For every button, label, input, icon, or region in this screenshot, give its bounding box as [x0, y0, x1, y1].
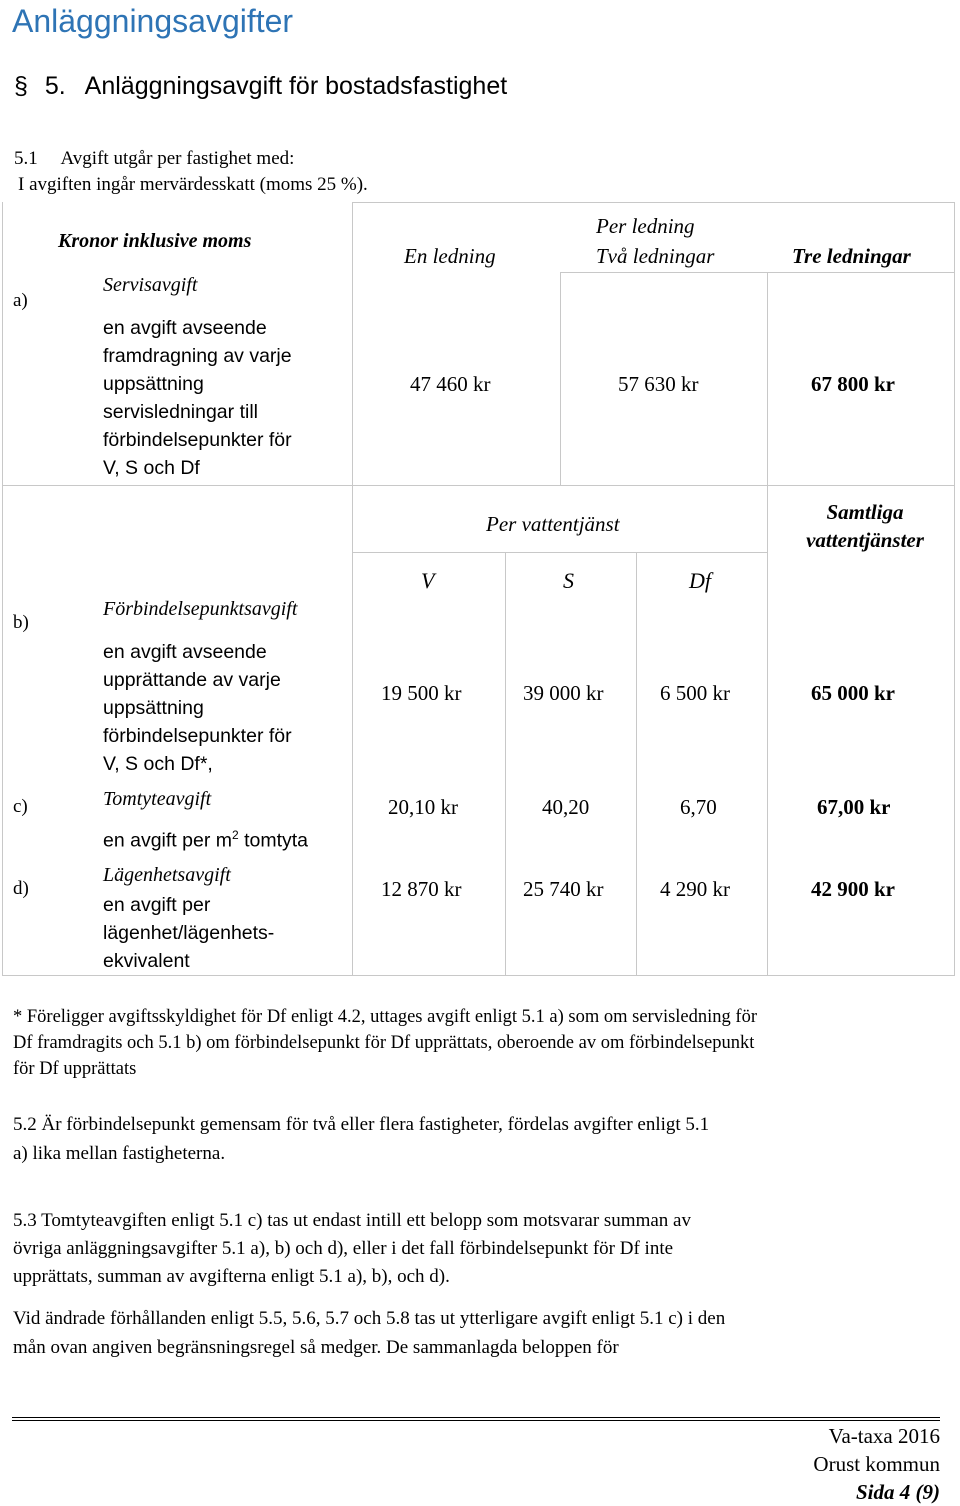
row-c-desc-pre: en avgift per m	[103, 829, 232, 852]
row-c-desc-post: tomtyta	[238, 829, 309, 852]
row-a-value-tre: 67 800 kr	[811, 372, 895, 396]
row-b-desc-line: upprättande av varje	[103, 669, 281, 691]
row-b-value-s: 39 000 kr	[523, 681, 604, 705]
header-kronor: Kronor inklusive moms	[58, 230, 252, 252]
table-col-divider-1	[560, 272, 561, 485]
row-c-value-s: 40,20	[542, 795, 590, 819]
table-divider-main	[352, 202, 353, 976]
row-b-desc-line: V, S och Df*,	[103, 753, 213, 775]
row-a-description	[103, 314, 292, 482]
header-per-ledning: Per ledning	[596, 214, 695, 238]
row-d-desc-line: en avgift per	[103, 894, 211, 916]
paragraph-line: Vid ändrade förhållanden enligt 5.5, 5.6, 5.7 och 5.8 tas ut ytterligare avgift enligt 5.1 c) i den	[13, 1308, 726, 1329]
paragraph-line: upprättats, summan av avgifterna enligt 5.1 a), b), och d).	[13, 1266, 450, 1287]
row-a-value-tva: 57 630 kr	[618, 372, 699, 396]
header-tre-ledningar: Tre ledningar	[792, 244, 911, 268]
paragraph-line: mån ovan angiven begränsningsregel så medger. De sammanlagda beloppen för	[13, 1337, 619, 1358]
footer-rule-2	[12, 1420, 940, 1421]
intro-text-1: Avgift utgår per fastighet med:	[60, 148, 295, 169]
table-border-right	[954, 202, 955, 976]
row-c-value-samtliga: 67,00 kr	[817, 795, 891, 819]
row-b-desc-line: uppsättning	[103, 697, 204, 719]
row-c-letter: c)	[13, 796, 28, 817]
row-b-value-samtliga: 65 000 kr	[811, 681, 895, 705]
row-b-desc-line: en avgift avseende	[103, 641, 267, 663]
footnote-line: för Df upprättats	[13, 1059, 137, 1079]
row-d-value-samtliga: 42 900 kr	[811, 877, 895, 901]
paragraph-line: a) lika mellan fastigheterna.	[13, 1143, 226, 1164]
footer-org: Orust kommun	[813, 1452, 940, 1476]
row-d-value-df: 4 290 kr	[660, 877, 730, 901]
row-b-description	[103, 638, 292, 778]
paragraph-vid	[13, 1304, 725, 1362]
intro-line-1	[14, 146, 294, 172]
table-border-bottom	[2, 975, 955, 976]
row-d-description	[103, 891, 274, 975]
table-border-top	[352, 202, 955, 203]
table-col-divider-2	[767, 272, 768, 975]
paragraph-5-2	[13, 1110, 709, 1168]
header-per-vattentjanst: Per vattentjänst	[486, 512, 620, 536]
row-d-value-s: 25 740 kr	[523, 877, 604, 901]
row-a-desc-line: en avgift avseende	[103, 317, 267, 339]
footnote	[13, 1004, 757, 1082]
section-title: Anläggningsavgift för bostadsfastighet	[84, 72, 508, 100]
row-c-value-df: 6,70	[680, 795, 717, 819]
row-b-letter: b)	[13, 612, 29, 633]
row-a-desc-line: uppsättning	[103, 373, 204, 395]
paragraph-line: 5.3 Tomtyteavgiften enligt 5.1 c) tas ut endast intill ett belopp som motsvarar summan av	[13, 1210, 691, 1231]
row-a-desc-line: framdragning av varje	[103, 345, 292, 367]
row-a-desc-line: förbindelsepunkter för	[103, 429, 292, 451]
row-a-desc-line: V, S och Df	[103, 457, 200, 479]
footer-page: Sida 4 (9)	[856, 1480, 940, 1504]
row-b-value-df: 6 500 kr	[660, 681, 730, 705]
paragraph-5-3	[13, 1207, 691, 1291]
row-d-desc-line: ekvivalent	[103, 950, 190, 972]
row-a-name: Servisavgift	[103, 274, 198, 296]
row-c-desc-sup: 2	[231, 828, 239, 842]
header-tva-ledningar: Två ledningar	[596, 244, 715, 268]
row-b-name: Förbindelsepunktsavgift	[103, 598, 298, 620]
row-c-description	[103, 828, 308, 853]
footer-rule	[12, 1417, 940, 1418]
row-a-letter: a)	[13, 290, 28, 311]
row-d-value-v: 12 870 kr	[381, 877, 462, 901]
header-df: Df	[689, 568, 711, 593]
table-border-left	[2, 202, 3, 976]
row-d-desc-line: lägenhet/lägenhets-	[103, 922, 275, 944]
header-samtliga-line2: vattentjänster	[806, 528, 924, 552]
row-a-desc-line: servisledningar till	[103, 401, 258, 423]
row-b-desc-line: förbindelsepunkter för	[103, 725, 292, 747]
section-heading	[14, 70, 507, 102]
row-d-name: Lägenhetsavgift	[103, 864, 231, 886]
table-row-a-bottom	[2, 485, 955, 486]
footnote-line: * Föreligger avgiftsskyldighet för Df enligt 4.2, uttages avgift enligt 5.1 a) som om servisledning för	[13, 1007, 757, 1027]
page-title: Anläggningsavgifter	[12, 3, 294, 39]
section-number: 5.	[44, 72, 66, 100]
header-v: V	[421, 568, 435, 593]
row-d-letter: d)	[13, 878, 29, 899]
footnote-line: Df framdragits och 5.1 b) om förbindelsepunkt för Df upprättats, oberoende av om förbindelsepunkt	[13, 1033, 755, 1053]
table-service-divider-2	[636, 552, 637, 975]
table-service-header-line	[352, 552, 767, 553]
section-symbol: §	[14, 72, 28, 100]
header-en-ledning: En ledning	[404, 244, 496, 268]
footer-doc: Va-taxa 2016	[828, 1424, 940, 1448]
intro-number: 5.1	[14, 148, 38, 169]
table-header-line	[560, 272, 955, 273]
table-service-divider-1	[505, 552, 506, 975]
paragraph-line: övriga anläggningsavgifter 5.1 a), b) och d), eller i det fall förbindelsepunkt för Df inte	[13, 1238, 674, 1259]
header-samtliga-line1: Samtliga	[826, 500, 904, 524]
row-c-value-v: 20,10 kr	[388, 795, 458, 819]
intro-line-2: I avgiften ingår mervärdesskatt (moms 25 %).	[18, 174, 368, 195]
row-a-value-en: 47 460 kr	[410, 372, 491, 396]
header-s: S	[563, 568, 574, 593]
row-c-name: Tomtyteavgift	[103, 788, 212, 810]
paragraph-line: 5.2 Är förbindelsepunkt gemensam för två eller flera fastigheter, fördelas avgifter enligt 5.1	[13, 1114, 710, 1135]
row-b-value-v: 19 500 kr	[381, 681, 462, 705]
header-samtliga	[776, 498, 954, 554]
